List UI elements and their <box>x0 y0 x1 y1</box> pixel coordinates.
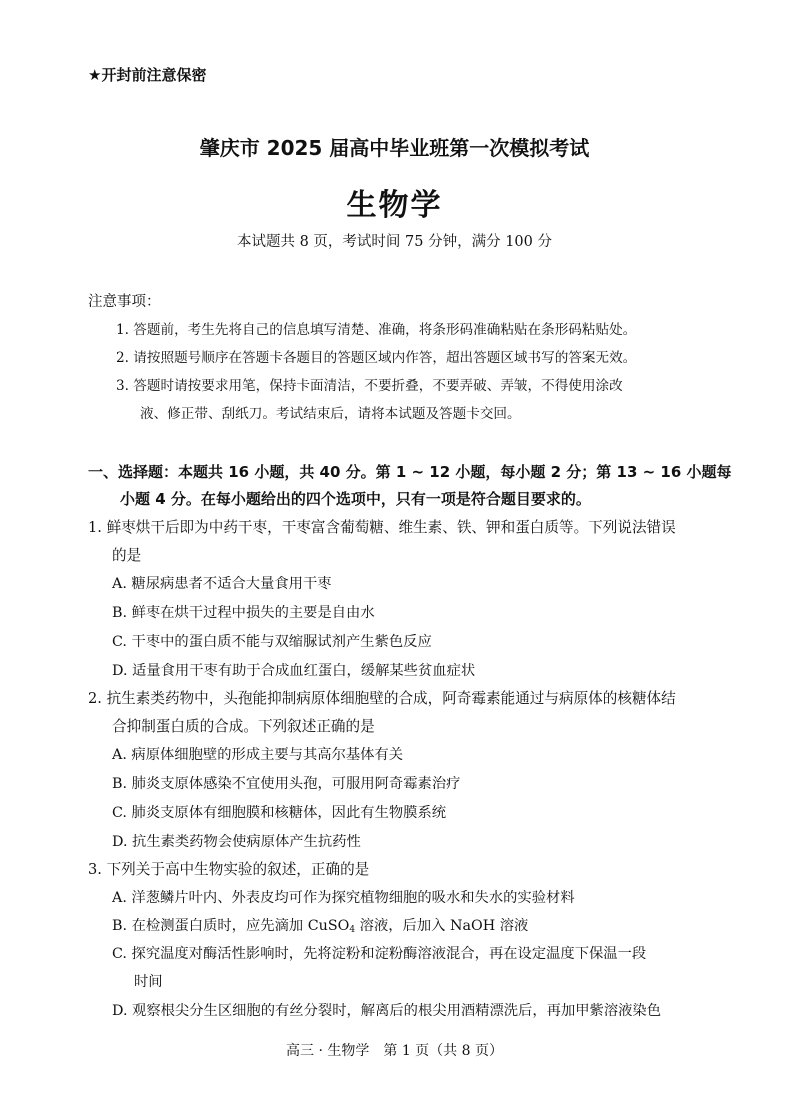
subject-title: 生物学 <box>346 188 443 223</box>
confidential-notice: ★开封前注意保密 <box>88 66 207 84</box>
question-1-option-d: D. 适量食用干枣有助于合成血红蛋白，缓解某些贫血症状 <box>112 663 476 679</box>
question-3-option-d: D. 观察根尖分生区细胞的有丝分裂时，解离后的根尖用酒精漂洗后，再加甲紫溶液染色 <box>112 1003 662 1019</box>
question-2-option-d: D. 抗生素类药物会使病原体产生抗药性 <box>112 834 361 850</box>
subscript-4: 4 <box>349 925 356 935</box>
question-3-option-b <box>112 915 528 935</box>
question-2-stem: 2. 抗生素类药物中，头孢能抑制病原体细胞壁的合成，阿奇霉素能通过与病原体的核糖体结 <box>88 690 676 707</box>
question-1-stem-continuation: 的是 <box>112 547 142 564</box>
question-1-option-b: B. 鲜枣在烘干过程中损失的主要是自由水 <box>112 605 375 621</box>
option-b-text-suffix: 溶液，后加入 NaOH 溶液 <box>355 918 529 934</box>
question-2-option-c: C. 肺炎支原体有细胞膜和核糖体，因此有生物膜系统 <box>112 805 447 821</box>
exam-info: 本试题共 8 页，考试时间 75 分钟，满分 100 分 <box>236 234 552 250</box>
section-heading: 一、选择题：本题共 16 小题，共 40 分。第 1 ~ 12 小题，每小题 2 分；第 13 ~ 16 小题每 <box>88 463 732 481</box>
note-item: 1. 答题前，考生先将自己的信息填写清楚、准确，将条形码准确粘贴在条形码粘贴处。 <box>116 322 637 338</box>
question-3-option-c: C. 探究温度对酶活性影响时，先将淀粉和淀粉酶溶液混合，再在设定温度下保温一段 <box>112 946 647 962</box>
question-1-option-a: A. 糖尿病患者不适合大量食用干枣 <box>112 576 332 592</box>
option-b-text-prefix: B. 在检测蛋白质时，应先滴加 CuSO <box>112 918 350 934</box>
section-heading-continuation: 小题 4 分。在每小题给出的四个选项中，只有一项是符合题目要求的。 <box>120 490 591 508</box>
question-2-option-b: B. 肺炎支原体感染不宜使用头孢，可服用阿奇霉素治疗 <box>112 776 461 792</box>
question-2-option-a: A. 病原体细胞壁的形成主要与其高尔基体有关 <box>112 747 404 763</box>
question-1-stem: 1. 鲜枣烘干后即为中药干枣，干枣富含葡萄糖、维生素、铁、钾和蛋白质等。下列说法错误 <box>88 519 676 536</box>
question-1-option-c: C. 干枣中的蛋白质不能与双缩脲试剂产生紫色反应 <box>112 634 432 650</box>
notes-heading: 注意事项： <box>88 294 161 310</box>
question-2-stem-continuation: 合抑制蛋白质的合成。下列叙述正确的是 <box>112 718 375 735</box>
note-item: 3. 答题时请按要求用笔，保持卡面清洁，不要折叠，不要弄破、弄皱，不得使用涂改 <box>116 378 623 394</box>
note-item-continuation: 液、修正带、刮纸刀。考试结束后，请将本试题及答题卡交回。 <box>140 406 521 422</box>
page-footer: 高三 · 生物学 第 1 页（共 8 页） <box>286 1043 503 1059</box>
question-3-option-c-continuation: 时间 <box>134 974 163 990</box>
question-3-option-a: A. 洋葱鳞片叶内、外表皮均可作为探究植物细胞的吸水和失水的实验材料 <box>112 890 575 906</box>
note-item: 2. 请按照题号顺序在答题卡各题目的答题区域内作答，超出答题区域书写的答案无效。 <box>116 350 637 366</box>
exam-title: 肇庆市 2025 届高中毕业班第一次模拟考试 <box>199 136 590 160</box>
question-3-stem: 3. 下列关于高中生物实验的叙述，正确的是 <box>88 861 370 878</box>
